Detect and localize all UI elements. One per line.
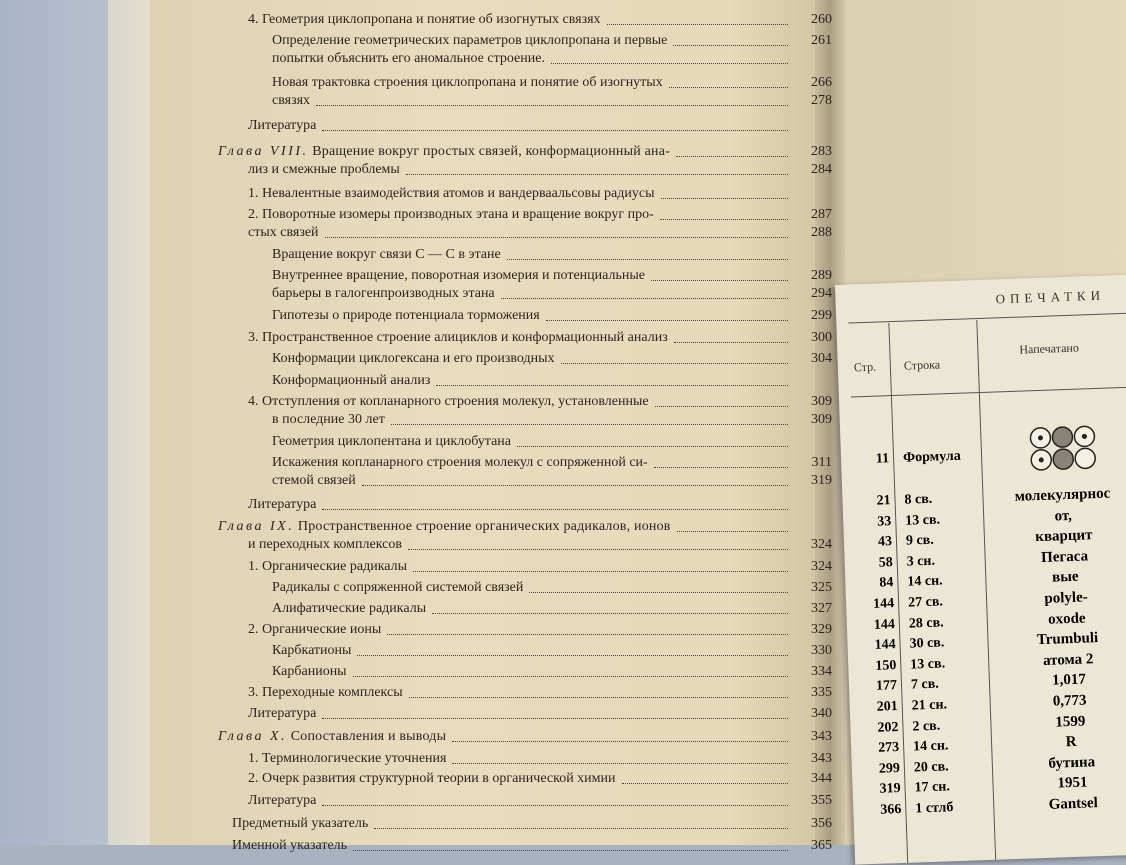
- errata-cell-printed: 1,017: [1051, 671, 1087, 690]
- toc-dot-leader: [374, 828, 788, 829]
- errata-cell-printed: 1599: [1055, 713, 1086, 731]
- errata-cell-line: 14 сн.: [912, 738, 949, 755]
- errata-cell-line: 3 сн.: [906, 553, 936, 570]
- toc-page-number: 343: [811, 751, 832, 766]
- toc-dot-leader: [452, 763, 788, 764]
- toc-page-number: 334: [811, 664, 832, 679]
- toc-entry-text: [218, 519, 671, 535]
- toc-page-number: 288: [811, 225, 832, 240]
- toc-page-number: 289: [811, 268, 832, 283]
- toc-dot-leader: [546, 320, 788, 321]
- toc-entry: [272, 412, 385, 428]
- toc-dot-leader: [322, 130, 788, 131]
- errata-cell-line: 9 св.: [905, 532, 935, 549]
- toc-dot-leader: [517, 446, 788, 447]
- toc-dot-leader: [676, 156, 788, 157]
- errata-header-printed: Напечатано: [1019, 340, 1080, 357]
- toc-page-number: 278: [811, 93, 832, 108]
- toc-dot-leader: [353, 850, 788, 851]
- chapter-title: Сопоставления и выводы: [287, 729, 447, 744]
- toc-entry: [272, 286, 495, 302]
- toc-entry: [272, 247, 501, 263]
- toc-entry-text: Литература: [248, 793, 317, 808]
- toc-page-number: 284: [811, 162, 832, 177]
- toc-entry-text: Гипотезы о природе потенциала торможения: [272, 308, 540, 323]
- toc-page-number: 325: [811, 580, 832, 595]
- toc-entry: [248, 394, 649, 410]
- toc-page-number: 260: [811, 12, 832, 27]
- toc-page-number: 300: [811, 330, 832, 345]
- errata-cell-page: 58: [878, 554, 893, 571]
- errata-cell-page: 43: [877, 534, 893, 550]
- errata-cell-line: 7 св.: [910, 677, 940, 693]
- errata-rule-header: [851, 386, 1126, 397]
- errata-title: ОПЕЧАТКИ: [995, 287, 1106, 307]
- toc-entry-text: [218, 144, 670, 160]
- errata-cell-line: 14 сн.: [907, 573, 943, 591]
- toc-entry-text: Карбанионы: [272, 664, 347, 679]
- toc-page-number: 327: [811, 601, 832, 616]
- errata-cell-page: 273: [877, 740, 900, 756]
- toc-entry: [272, 308, 540, 324]
- toc-dot-leader: [651, 280, 788, 281]
- toc-dot-leader: [408, 549, 788, 550]
- toc-entry: [248, 685, 403, 701]
- toc-page-number: 365: [811, 838, 832, 853]
- chapter-label: Глава VIII.: [218, 144, 309, 159]
- toc-entry-text: стемой связей: [272, 473, 356, 488]
- errata-cell-page: 150: [875, 657, 897, 674]
- toc-entry-text: в последние 30 лет: [272, 412, 385, 427]
- toc-dot-leader: [622, 783, 788, 784]
- toc-entry: [248, 330, 668, 346]
- toc-entry: [248, 793, 316, 809]
- toc-entry: [248, 225, 319, 241]
- errata-cell-printed: бутина: [1048, 754, 1096, 772]
- toc-dot-leader: [387, 634, 788, 635]
- toc-entry-text: 1. Невалентные взаимодействия атомов и вандерваальсовы радиусы: [248, 186, 655, 201]
- errata-cell-line: 20 св.: [913, 759, 949, 776]
- toc-entry: [248, 706, 316, 722]
- toc-page-number: 309: [811, 394, 832, 409]
- toc-dot-leader: [409, 697, 788, 698]
- errata-cell-printed: молекулярнос: [1014, 485, 1111, 505]
- toc-entry: [272, 351, 555, 367]
- formula-orbital-icon: [1028, 424, 1110, 477]
- errata-cell-line: 8 св.: [904, 491, 933, 508]
- toc-page-number: 343: [811, 729, 832, 744]
- errata-cell-line: 21 сн.: [911, 697, 948, 714]
- toc-entry-text: барьеры в галогенпроизводных этана: [272, 286, 495, 301]
- toc-chapter-line: [218, 144, 670, 160]
- toc-dot-leader: [452, 741, 788, 742]
- errata-cell-line: 28 св.: [908, 615, 944, 632]
- toc-page-number: 311: [811, 455, 832, 470]
- toc-entry-text: Новая трактовка строения циклопропана и понятие об изогнутых: [272, 75, 663, 90]
- toc-dot-leader: [654, 467, 788, 468]
- toc-dot-leader: [529, 592, 788, 593]
- chapter-label: Глава IX.: [218, 519, 295, 534]
- toc-entry-text: связях: [272, 93, 311, 108]
- chapter-title: Вращение вокруг простых связей, конформационный ана-: [308, 144, 670, 159]
- toc-entry-text: 4. Геометрия циклопропана и понятие об изогнутых связях: [248, 12, 601, 27]
- toc-entry-text: 3. Переходные комплексы: [248, 685, 403, 700]
- toc-entry: [272, 33, 667, 49]
- toc-entry-text: Определение геометрических параметров циклопропана и первые: [272, 33, 668, 48]
- toc-entry-text: лиз и смежные проблемы: [248, 162, 400, 177]
- toc-dot-leader: [669, 87, 788, 88]
- toc-entry-text: Алифатические радикалы: [272, 601, 427, 616]
- toc-entry: [248, 12, 601, 28]
- errata-cell-page: 144: [874, 637, 896, 654]
- toc-page-number: 330: [811, 643, 832, 658]
- toc-page-number: 283: [811, 144, 832, 159]
- toc-entry: [272, 434, 511, 450]
- errata-cell-printed: 1951: [1057, 774, 1088, 792]
- toc-dot-leader: [413, 571, 788, 572]
- toc-dot-leader: [674, 342, 788, 343]
- toc-page-number: 324: [811, 559, 832, 574]
- toc-entry: [272, 580, 523, 596]
- toc-dot-leader: [322, 718, 788, 719]
- toc-entry-text: Искажения копланарного строения молекул с сопряженной си-: [272, 455, 648, 470]
- errata-col-divider-2: [976, 320, 996, 860]
- toc-entry: [272, 75, 663, 91]
- toc-page-number: 266: [811, 75, 832, 90]
- errata-cell-printed: атома 2: [1042, 651, 1094, 669]
- errata-cell-page: 144: [872, 596, 895, 612]
- toc-page-number: 299: [811, 308, 832, 323]
- toc-dot-leader: [436, 385, 788, 386]
- errata-cell-line: Формула: [902, 448, 961, 466]
- toc-dot-leader: [677, 531, 788, 532]
- toc-entry-text: Конформационный анализ: [272, 373, 431, 388]
- errata-cell-printed: Trumbuli: [1036, 630, 1099, 649]
- toc-entry-text: 2. Очерк развития структурной теории в органической химии: [248, 771, 616, 786]
- toc-entry: [248, 537, 402, 553]
- chapter-label: Глава X.: [218, 729, 288, 744]
- toc-dot-leader: [551, 63, 788, 64]
- errata-cell-printed: 0,773: [1052, 692, 1087, 710]
- errata-cell-line: 27 св.: [907, 594, 944, 611]
- errata-cell-line: 30 св.: [909, 635, 945, 652]
- toc-entry: [248, 559, 407, 575]
- toc-page-number: 329: [811, 622, 832, 637]
- errata-cell-page: 319: [879, 781, 901, 798]
- toc-entry-text: Геометрия циклопентана и циклобутана: [272, 434, 512, 449]
- toc-dot-leader: [661, 198, 789, 199]
- toc-entry-text: Именной указатель: [232, 838, 348, 853]
- toc-chapter-line: [218, 729, 446, 745]
- errata-cell-page: 33: [877, 513, 892, 530]
- errata-cell-printed: Gantsel: [1048, 795, 1099, 813]
- errata-header-line: Строка: [903, 357, 941, 373]
- toc-dot-leader: [432, 613, 788, 614]
- toc-entry: [232, 838, 347, 854]
- toc-dot-leader: [561, 363, 789, 364]
- toc-dot-leader: [322, 509, 788, 510]
- errata-cell-printed: вые: [1051, 569, 1079, 586]
- toc-page-number: 335: [811, 685, 832, 700]
- toc-entry-text: Конформации циклогексана и его производных: [272, 351, 555, 366]
- toc-page-number: 324: [811, 537, 832, 552]
- toc-dot-leader: [501, 298, 788, 299]
- errata-cell-page: 84: [879, 575, 894, 592]
- errata-cell-page: 144: [873, 616, 896, 633]
- errata-cell-line: 13 св.: [910, 656, 946, 673]
- errata-cell-page: 299: [878, 760, 901, 777]
- toc-entry-text: 2. Органические ионы: [248, 622, 382, 637]
- toc-entry-text: стых связей: [248, 225, 319, 240]
- toc-entry: [248, 162, 400, 178]
- errata-cell-page: 201: [876, 699, 899, 715]
- toc-entry-text: 1. Органические радикалы: [248, 559, 408, 574]
- errata-cell-line: 13 св.: [905, 512, 941, 529]
- toc-entry-text: 2. Поворотные изомеры производных этана и вращение вокруг про-: [248, 207, 654, 222]
- toc-dot-leader: [316, 105, 788, 106]
- toc-entry: [248, 118, 316, 134]
- toc-page-number: 304: [811, 351, 832, 366]
- toc-dot-leader: [353, 676, 788, 677]
- toc-entry-text: 3. Пространственное строение алициклов и конформационный анализ: [248, 330, 668, 345]
- toc-entry: [248, 497, 316, 513]
- errata-cell-printed: R: [1065, 734, 1077, 751]
- toc-entry: [248, 186, 655, 202]
- toc-page-number: 355: [811, 793, 832, 808]
- toc-entry-text: Литература: [248, 706, 317, 721]
- toc-entry: [232, 816, 368, 832]
- errata-cell-page: 366: [880, 802, 902, 818]
- errata-cell-printed: polyle-: [1044, 589, 1089, 607]
- toc-entry-text: Литература: [248, 118, 317, 133]
- errata-cell-page: 21: [876, 493, 891, 509]
- toc-dot-leader: [673, 45, 788, 46]
- toc-entry: [272, 473, 356, 489]
- toc-entry: [272, 51, 545, 67]
- errata-cell-printed: кварцит: [1035, 527, 1093, 546]
- toc-dot-leader: [391, 424, 788, 425]
- toc-page-number: 261: [811, 33, 832, 48]
- errata-rule-top: [848, 312, 1126, 323]
- toc-entry-text: 1. Терминологические уточнения: [248, 751, 447, 766]
- toc-entry-text: Литература: [248, 497, 317, 512]
- toc-page-number: 344: [811, 771, 832, 786]
- toc-dot-leader: [322, 805, 788, 806]
- chapter-title: Пространственное строение органических радикалов, ионов: [294, 519, 671, 534]
- toc-entry: [248, 207, 654, 223]
- toc-entry: [272, 601, 426, 617]
- toc-dot-leader: [406, 174, 788, 175]
- errata-cell-printed: от,: [1054, 507, 1073, 525]
- toc-chapter-line: [218, 519, 671, 535]
- errata-cell-page: 202: [877, 719, 899, 736]
- errata-cell-page: 177: [875, 678, 898, 695]
- toc-page-number: 309: [811, 412, 832, 427]
- toc-entry-text: 4. Отступления от копланарного строения молекул, установленные: [248, 394, 649, 409]
- toc-entry-text: [218, 729, 446, 745]
- errata-cell-printed: Пегаса: [1040, 548, 1089, 566]
- toc-entry: [248, 771, 616, 787]
- errata-header-page: Стр.: [853, 359, 877, 375]
- errata-slip: [835, 275, 1126, 865]
- toc-dot-leader: [357, 655, 788, 656]
- toc-entry-text: и переходных комплексов: [248, 537, 402, 552]
- toc-entry-text: Предметный указатель: [232, 816, 369, 831]
- toc-page-number: 319: [811, 473, 832, 488]
- toc-dot-leader: [507, 259, 788, 260]
- toc-page-number: 287: [811, 207, 832, 222]
- toc-dot-leader: [607, 24, 788, 25]
- toc-entry-text: Карбкатионы: [272, 643, 352, 658]
- toc-page-number: 356: [811, 816, 832, 831]
- toc-entry-text: Радикалы с сопряженной системой связей: [272, 580, 524, 595]
- errata-cell-page: 11: [875, 451, 890, 467]
- errata-cell-line: 2 св.: [912, 718, 941, 735]
- toc-dot-leader: [362, 485, 788, 486]
- errata-cell-line: 1 стлб: [915, 800, 954, 817]
- toc-entry-text: Вращение вокруг связи C — C в этане: [272, 247, 501, 262]
- toc-dot-leader: [325, 237, 788, 238]
- errata-cell-printed: oxode: [1047, 610, 1086, 628]
- toc-dot-leader: [660, 219, 788, 220]
- toc-page-number: 340: [811, 706, 832, 721]
- toc-entry: [272, 268, 645, 284]
- toc-entry: [272, 664, 347, 680]
- toc-entry: [272, 93, 310, 109]
- toc-entry-text: попытки объяснить его аномальное строение.: [272, 51, 545, 66]
- toc-entry: [248, 751, 446, 767]
- toc-entry: [272, 455, 648, 471]
- errata-cell-line: 17 сн.: [914, 779, 951, 796]
- toc-entry: [272, 373, 430, 389]
- toc-entry: [272, 643, 351, 659]
- toc-entry-text: Внутреннее вращение, поворотная изомерия и потенциальные: [272, 268, 645, 283]
- toc-entry: [248, 622, 381, 638]
- toc-dot-leader: [655, 406, 788, 407]
- toc-page-number: 294: [811, 286, 832, 301]
